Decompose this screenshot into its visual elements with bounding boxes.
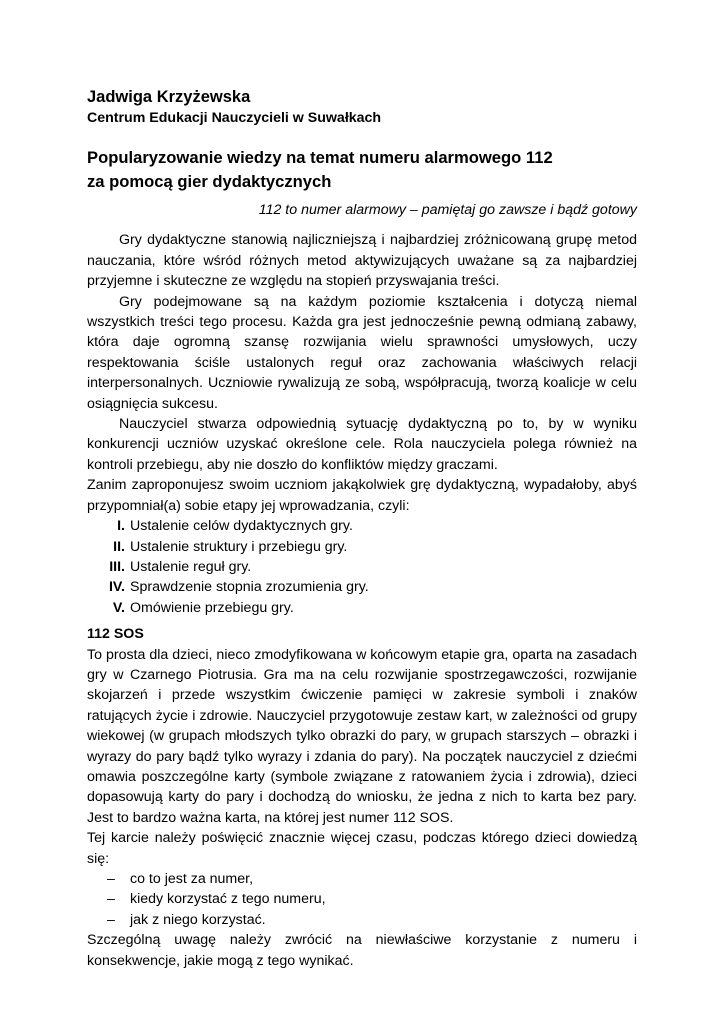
closing-paragraph: Szczególną uwagę należy zwrócić na niewłaściwe korzystanie z numeru i konsekwencje, jakie mogą z tego wynikać. [87,932,637,969]
section-heading: 112 SOS [87,626,144,643]
paragraph-3: Nauczyciel stwarza odpowiednią sytuację dydaktyczną po to, by w wyniku konkurencji uczniów uzyskać określone cele. Rola nauczyciela polega również na kontroli przebiegu, aby nie doszło do konfliktów między graczami. [87,416,637,473]
list-item [87,537,637,557]
stage-number: I. [117,518,125,535]
section-paragraph-1: To prosta dla dzieci, nieco zmodyfikowana w końcowym etapie gra, oparta na zasadach gry w Czarnego Piotrusia. Gra ma na celu rozwijanie spostrzegawczości, rozwijanie skojarzeń i przede wszystkim ćwiczenie pamięci w zakresie symboli i znaków ratujących życie i zdrowie. Nauczyciel przygotowuje zestaw kart, w zależności od grupy wiekowej (w grupach młodszych tylko obrazki do pary, w grupach starszych – obrazki i wyrazy do pary bądź tylko wyrazy i zdania do pary). Na początek nauczyciel z dziećmi omawia poszczególne karty (symbole związane z ratowaniem życia i zdrowia), dzieci dopasowują karty do pary i dochodzą do wniosku, że jedna z nich to karta bez pary. Jest to bardzo ważna karta, na której jest numer 112 SOS. [87,646,637,826]
paragraph-4: Zanim zaproponujesz swoim uczniom jakąkolwiek grę dydaktyczną, wypadałoby, abyś przypomniał(a) sobie etapy jej wprowadzania, czyli: [87,477,637,514]
document-title [87,146,637,194]
author-name: Jadwiga Krzyżewska [87,88,251,106]
question-text: co to jest za numer, [130,871,254,887]
stage-number: II. [113,538,125,555]
questions-list [87,869,637,930]
institution-name: Centrum Edukacji Nauczycieli w Suwałkach [87,110,382,126]
stages-list [87,516,637,618]
section-paragraph-2: Tej karcie należy poświęcić znacznie więcej czasu, podczas którego dzieci dowiedzą się: [87,830,637,867]
question-text: jak z niego korzystać. [130,911,266,928]
title-line-2: za pomocą gier dydaktycznych [87,172,332,191]
list-item [87,598,637,618]
stage-number: V. [112,599,125,616]
stage-text: Sprawdzenie stopnia zrozumienia gry. [130,579,369,596]
list-item [87,516,637,536]
list-item [87,869,637,889]
paragraph-1: Gry dydaktyczne stanowią najliczniejszą i najbardziej zróżnicowaną grupę metod nauczania, które wśród różnych metod aktywizujących uważane są za najbardziej przyjemne i skuteczne ze względu na stopień przyswajania treści. [87,232,637,290]
dash-bullet: – [107,911,115,928]
list-item [87,910,637,930]
stage-text: Ustalenie reguł gry. [130,558,252,575]
stage-text: Ustalenie celów dydaktycznych gry. [130,518,353,535]
stage-number: III. [109,558,125,575]
dash-bullet: – [107,891,115,908]
question-text: kiedy korzystać z tego numeru, [130,891,326,908]
list-item [87,889,637,909]
list-item [87,557,637,577]
list-item [87,577,637,597]
paragraph-2: Gry podejmowane są na każdym poziomie kształcenia i dotyczą niemal wszystkich treści tego procesu. Każda gra jest jednocześnie pewną odmianą zabawy, która daje ogromną szansę rozwijania wielu sprawności umysłowych, uczy respektowania ściśle ustalonych reguł oraz zachowania właściwych relacji interpersonalnych. Uczniowie rywalizują ze sobą, współpracują, tworzą koalicje w celu osiągnięcia sukcesu. [87,293,637,412]
stage-number: IV. [108,579,125,596]
stage-text: Ustalenie struktury i przebiegu gry. [130,538,348,555]
document-body [87,86,637,971]
dash-bullet: – [107,871,115,887]
title-line-1: Popularyzowanie wiedzy na temat numeru alarmowego 112 [87,148,553,167]
motto: 112 to numer alarmowy – pamiętaj go zawsze i bądź gotowy [258,202,637,218]
stage-text: Omówienie przebiegu gry. [130,599,294,616]
